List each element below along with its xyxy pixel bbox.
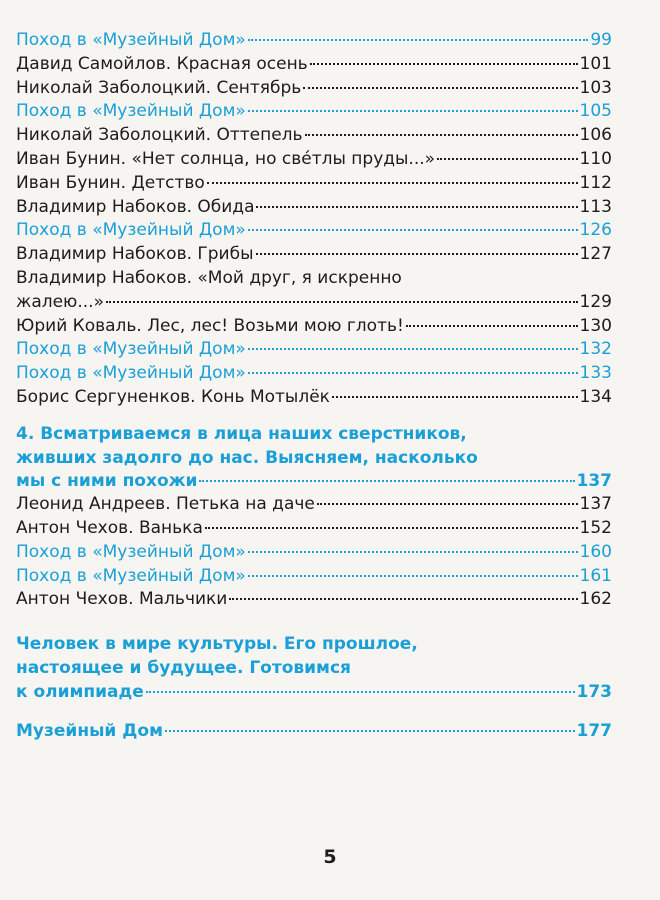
dot-leader [303, 87, 577, 89]
dot-leader [305, 134, 578, 136]
dot-leader [310, 63, 578, 65]
toc-entry-line1[interactable] [16, 268, 612, 292]
toc-entry-page: 162 [579, 589, 612, 610]
toc-entry[interactable] [16, 101, 612, 125]
toc-entry[interactable] [16, 173, 612, 197]
toc-entry-page: 112 [579, 172, 612, 193]
toc-entry[interactable] [16, 30, 612, 54]
section-5-heading[interactable] [16, 633, 612, 704]
toc-entry-page: 137 [579, 494, 612, 515]
toc-entry[interactable] [16, 339, 612, 363]
toc-entry-title: Антон Чехов. Ванька [16, 517, 203, 538]
toc-entry-title: Антон Чехов. Мальчики [16, 589, 228, 610]
toc-entry-title: Иван Бунин. Детство [16, 172, 205, 193]
dot-leader [207, 182, 578, 184]
toc-entry-page: 113 [579, 196, 612, 217]
toc-entry-title: Владимир Набоков. «Мой друг, я искренно [16, 267, 402, 288]
section-page: 173 [576, 681, 612, 702]
dot-leader [205, 527, 578, 529]
toc-entry-page: 105 [579, 101, 612, 122]
section-page: 177 [576, 720, 612, 741]
table-of-contents [16, 30, 612, 743]
toc-entry-page: 126 [579, 220, 612, 241]
dot-leader [248, 348, 578, 350]
dot-leader [199, 480, 574, 482]
section-title-line: Музейный Дом [16, 720, 163, 741]
toc-entry-page: 103 [579, 77, 612, 98]
dot-leader [256, 253, 578, 255]
dot-leader [165, 730, 575, 732]
toc-entry-title: Николай Заболоцкий. Оттепель [16, 125, 303, 146]
toc-entry-page: 134 [579, 386, 612, 407]
toc-entry-page: 132 [579, 339, 612, 360]
section-title-line: живших задолго до нас. Выясняем, насколько [16, 447, 478, 468]
toc-entry-title: Владимир Набоков. Обида [16, 196, 255, 217]
toc-entry[interactable] [16, 149, 612, 173]
section-title-last-line [16, 720, 612, 744]
section-title-line: настоящее и будущее. Готовимся [16, 657, 351, 678]
section-page: 137 [576, 471, 612, 492]
toc-entry[interactable] [16, 518, 612, 542]
section-title-line: мы с ними похожи [16, 471, 198, 492]
toc-entry[interactable] [16, 78, 612, 102]
toc-entry[interactable] [16, 220, 612, 244]
toc-entry-title-cont: жалею...» [16, 291, 104, 312]
toc-entry[interactable] [16, 387, 612, 411]
dot-leader [248, 110, 578, 112]
dot-leader [248, 39, 589, 41]
section-title-last-line [16, 470, 612, 494]
dot-leader [106, 301, 578, 303]
toc-entry-title: Владимир Набоков. Грибы [16, 244, 254, 265]
section-title-line: к олимпиаде [16, 681, 144, 702]
toc-entry-page: 129 [579, 291, 612, 312]
toc-entry-page: 160 [579, 541, 612, 562]
toc-entry-title: Борис Сергуненков. Конь Мотылёк [16, 386, 330, 407]
dot-leader [248, 551, 578, 553]
toc-entry[interactable] [16, 125, 612, 149]
toc-entry-title: Поход в «Музейный Дом» [16, 541, 246, 562]
toc-entry-title: Юрий Коваль. Лес, лес! Возьми мою глоть! [16, 315, 404, 336]
toc-entry-page: 110 [579, 148, 612, 169]
toc-entry-title: Давид Самойлов. Красная осень [16, 53, 308, 74]
toc-entry-title: Поход в «Музейный Дом» [16, 565, 246, 586]
toc-entry-title: Иван Бунин. «Нет солнца, но свéтлы пруды...» [16, 148, 436, 169]
toc-entry-title: Поход в «Музейный Дом» [16, 30, 246, 50]
toc-entry-page: 130 [579, 315, 612, 336]
dot-leader [332, 396, 578, 398]
dot-leader [406, 325, 578, 327]
toc-entry[interactable] [16, 244, 612, 268]
toc-entry-title: Поход в «Музейный Дом» [16, 339, 246, 360]
dot-leader [146, 691, 575, 693]
toc-entry[interactable] [16, 494, 612, 518]
toc-entry[interactable] [16, 589, 612, 613]
toc-entry-line2[interactable] [16, 292, 612, 316]
toc-entry-page: 161 [579, 565, 612, 586]
toc-entry[interactable] [16, 566, 612, 590]
toc-entry[interactable] [16, 197, 612, 221]
section-title-line: Человек в мире культуры. Его прошлое, [16, 634, 418, 655]
toc-entry-title: Поход в «Музейный Дом» [16, 101, 246, 122]
toc-entry-page: 99 [590, 30, 612, 50]
toc-entry[interactable] [16, 542, 612, 566]
dot-leader [248, 372, 578, 374]
toc-entry-title: Леонид Андреев. Петька на даче [16, 494, 315, 515]
dot-leader [248, 575, 578, 577]
page-number: 5 [323, 846, 337, 868]
dot-leader [437, 158, 577, 160]
dot-leader [229, 598, 577, 600]
toc-entry-title: Николай Заболоцкий. Сентябрь [16, 77, 302, 98]
toc-entry-page: 152 [579, 517, 612, 538]
toc-entry[interactable] [16, 363, 612, 387]
toc-entry[interactable] [16, 316, 612, 340]
toc-entry-page: 127 [579, 244, 612, 265]
section-6-heading[interactable] [16, 720, 612, 744]
toc-entry-page: 133 [579, 363, 612, 384]
toc-entry-page: 101 [579, 53, 612, 74]
dot-leader [317, 503, 578, 505]
section-title-last-line [16, 681, 612, 705]
section-4-heading[interactable] [16, 423, 612, 494]
toc-entry-title: Поход в «Музейный Дом» [16, 220, 246, 241]
toc-entry[interactable] [16, 54, 612, 78]
dot-leader [256, 206, 577, 208]
section-title-line: 4. Всматриваемся в лица наших сверстников, [16, 423, 467, 444]
dot-leader [248, 229, 578, 231]
toc-entry-title: Поход в «Музейный Дом» [16, 363, 246, 384]
toc-entry-page: 106 [579, 125, 612, 146]
